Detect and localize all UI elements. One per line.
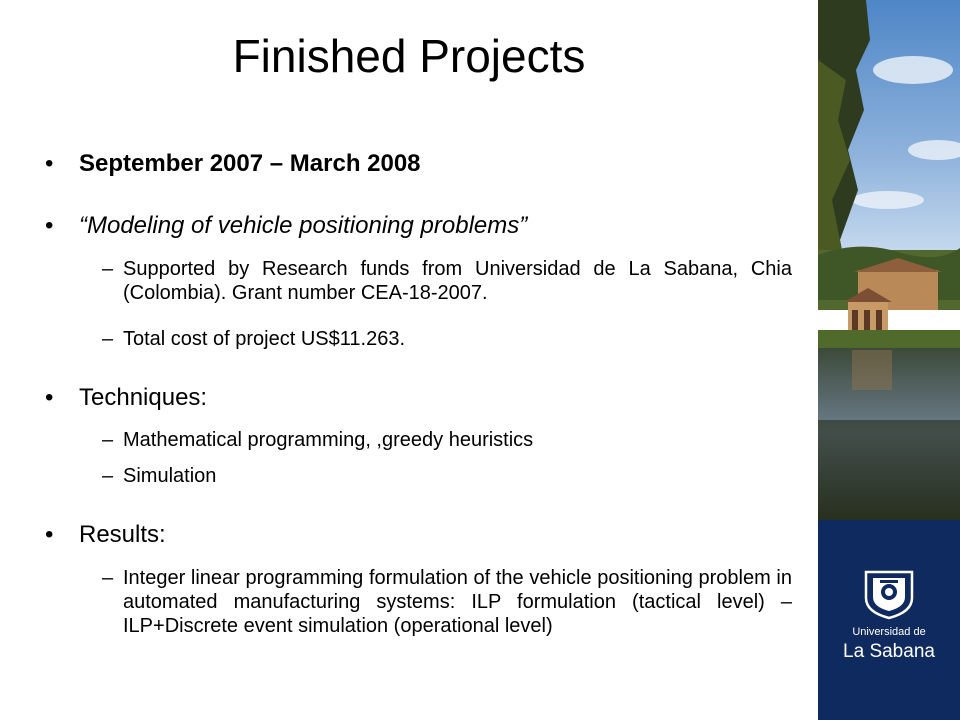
sub-bullet-text: Simulation [123,465,217,487]
bullet-dot: • [45,521,54,548]
sub-bullet-text: Integer linear programming formulation of the vehicle positioning problem in automated manufacturing systems: ILP formulation (tactical level) – ILP+Discrete event simulation (operational level) [123,567,792,637]
bullet-dot: • [45,384,54,411]
bullet-dot: • [45,150,54,177]
bullet-text: Results: [79,521,166,548]
sub-bullet-dash: – [102,567,114,589]
bullet-text: September 2007 – March 2008 [79,150,421,177]
bullet-dot: • [45,212,54,239]
university-logo [818,520,960,720]
bullet-text: Techniques: [79,384,208,411]
logo-text-line2: La Sabana [843,641,935,662]
sub-bullet-dash: – [102,328,114,350]
sub-bullet-dash: – [102,258,114,280]
sub-bullet-cost [102,327,792,351]
sub-bullet-result [102,566,792,638]
sub-bullet-text: Supported by Research funds from Universidad de La Sabana, Chia (Colombia). Grant number CEA-18-2007. [123,258,792,304]
sub-bullet-funding [102,257,792,305]
slide-title: Finished Projects [232,30,586,82]
sub-bullet-dash: – [102,465,114,487]
sub-bullet-text: Mathematical programming, ,greedy heuristics [123,429,534,451]
sub-bullet-technique [102,428,792,452]
bullet-text: “Modeling of vehicle positioning problems” [79,212,528,239]
logo-text-line1: Universidad de [852,626,926,638]
sub-bullet-dash: – [102,429,114,451]
sub-bullet-technique [102,464,792,488]
university-seal-icon [818,520,960,620]
sub-bullet-text: Total cost of project US$11.263. [123,328,406,350]
